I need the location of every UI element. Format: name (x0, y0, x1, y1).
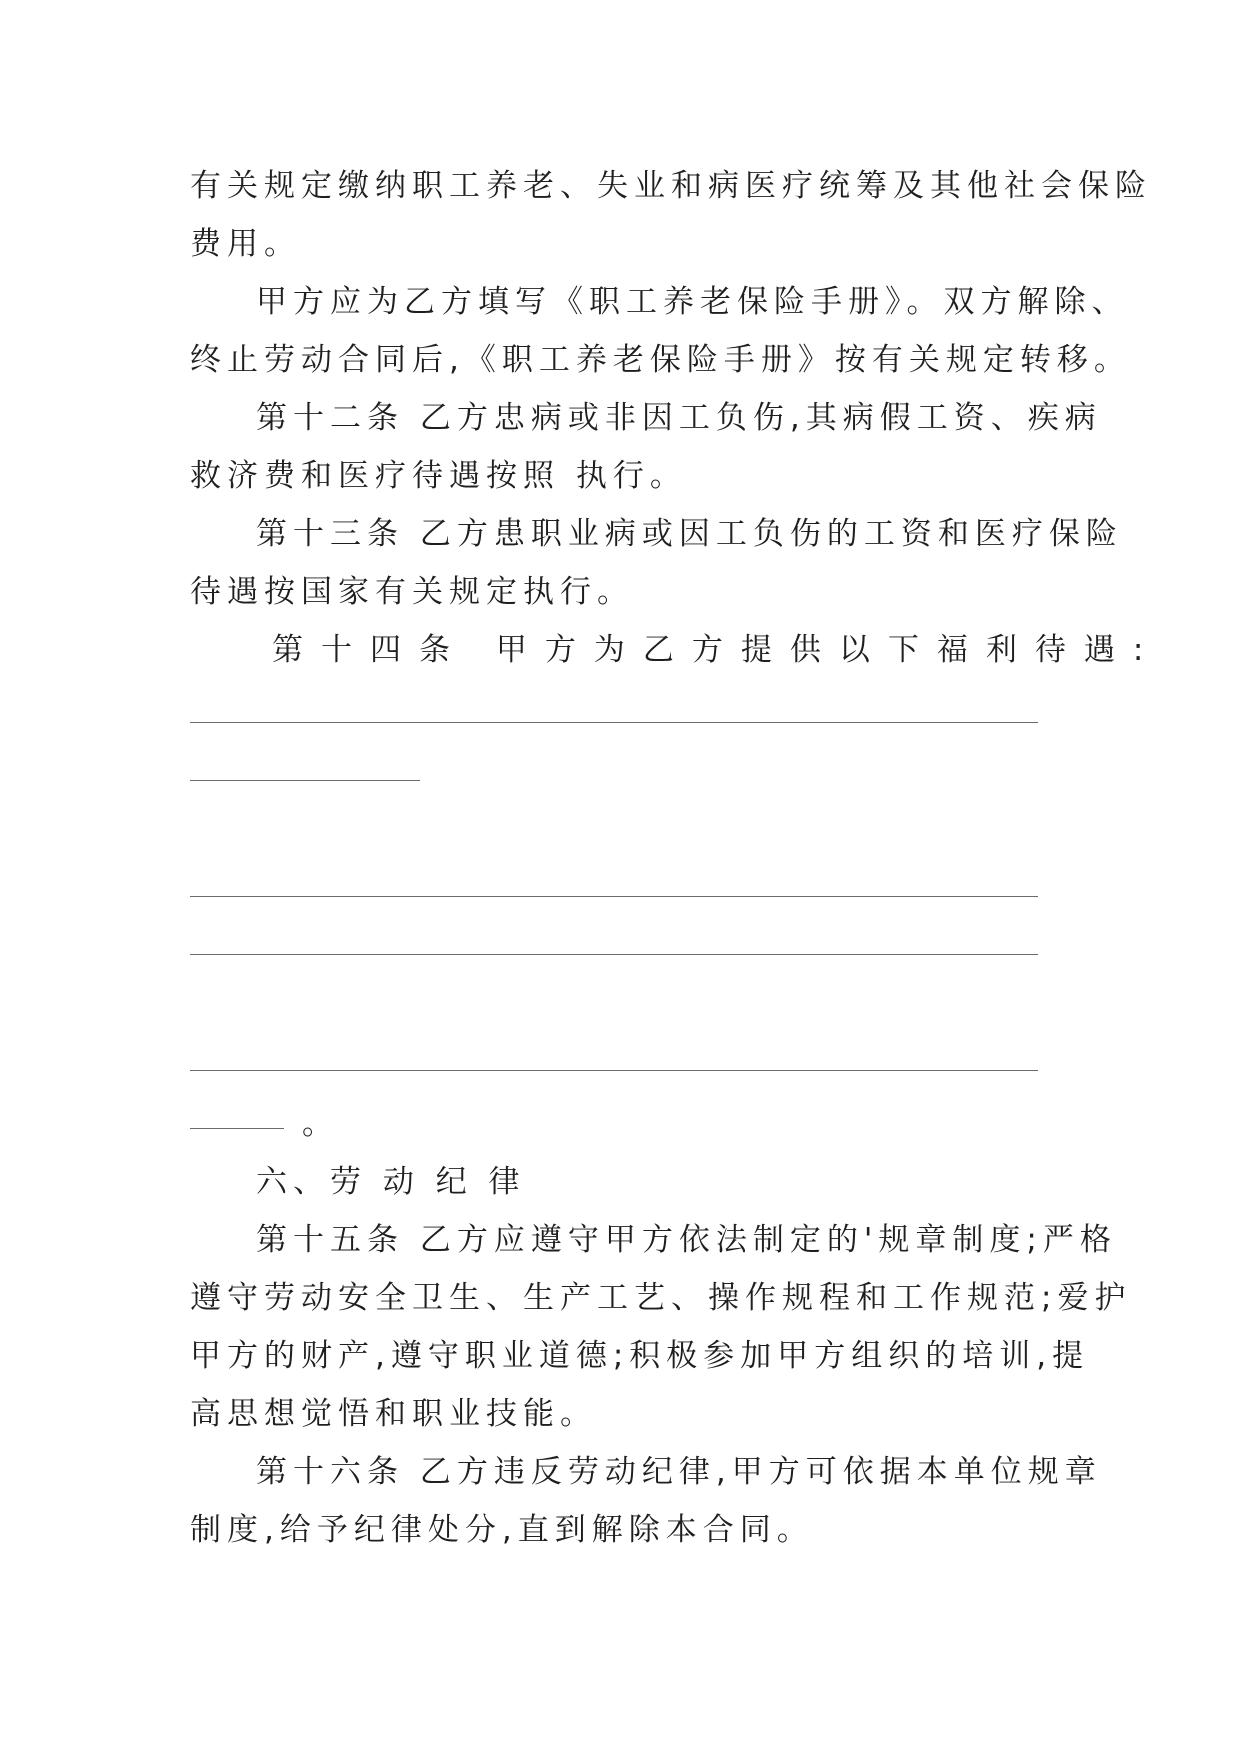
fill-in-blank-line (190, 896, 1038, 897)
period-mark: 。 (302, 1106, 333, 1142)
article-12-line: 第十二条 乙方忠病或非因工负伤,其病假工资、疾病 (256, 400, 1102, 436)
fill-in-blank-line (190, 1070, 1038, 1071)
fill-in-blank-line (190, 780, 420, 781)
article-16-line: 第十六条 乙方违反劳动纪律,甲方可依据本单位规章 (256, 1454, 1102, 1490)
text-line: 救济费和医疗待遇按照 执行。 (190, 458, 687, 494)
section-heading: 六、劳 动 纪 律 (256, 1164, 526, 1200)
article-13-line: 第十三条 乙方患职业病或因工负伤的工资和医疗保险 (256, 516, 1123, 552)
text-line: 待遇按国家有关规定执行。 (190, 574, 634, 610)
text-line: 遵守劳动安全卫生、生产工艺、操作规程和工作规范;爱护 (190, 1280, 1132, 1316)
text-line: 终止劳动合同后,《职工养老保险手册》按有关规定转移。 (190, 342, 1131, 378)
fill-in-blank-line (190, 722, 1038, 723)
article-14-line: 第十四条 甲方为乙方提供以下福利待遇: (272, 632, 1162, 668)
fill-in-blank-line (190, 954, 1038, 955)
text-line: 甲方的财产,遵守职业道德;积极参加甲方组织的培训,提 (190, 1338, 1090, 1374)
fill-in-blank-line (190, 1128, 284, 1129)
text-line: 高思想觉悟和职业技能。 (190, 1396, 597, 1432)
text-line: 甲方应为乙方填写《职工养老保险手册》。双方解除、 (256, 284, 1129, 320)
text-line: 有关规定缴纳职工养老、失业和病医疗统筹及其他社会保险 (190, 168, 1152, 204)
text-line: 费用。 (190, 226, 301, 262)
article-15-line: 第十五条 乙方应遵守甲方依法制定的'规章制度;严格 (256, 1222, 1117, 1258)
text-line: 制度,给予纪律处分,直到解除本合同。 (190, 1512, 814, 1548)
